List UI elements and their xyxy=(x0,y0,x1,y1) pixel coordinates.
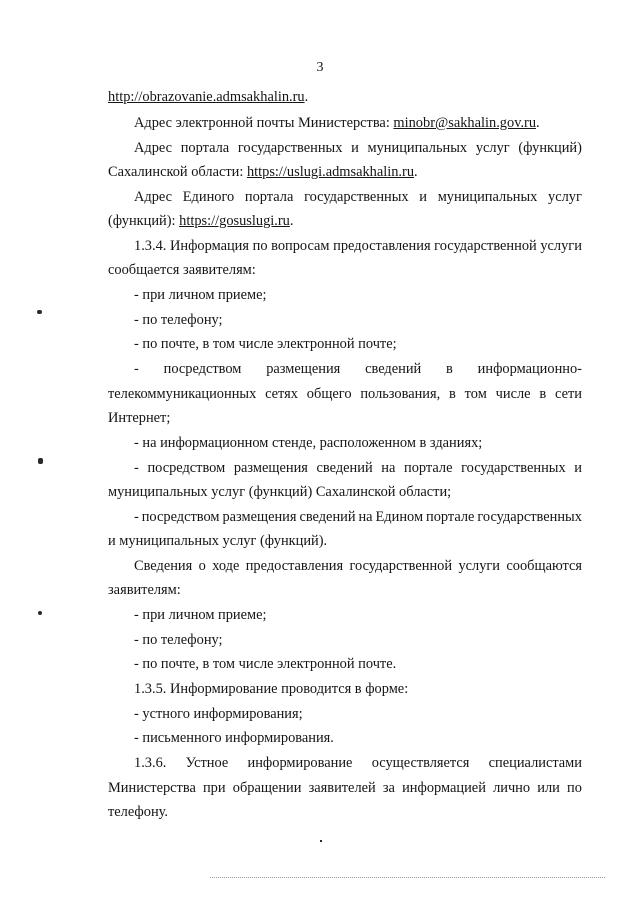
text-line: и муниципальных услуг (функций). xyxy=(108,533,328,549)
word: лично xyxy=(493,780,531,796)
word: 1.3.6. xyxy=(134,755,167,771)
word: по xyxy=(567,780,582,796)
text-line xyxy=(108,779,582,797)
scan-speck xyxy=(320,840,322,842)
word: в xyxy=(539,386,547,402)
website-link[interactable]: http://obrazovanie.admsakhalin.ru xyxy=(108,89,305,105)
word: Единого xyxy=(182,189,235,205)
word: в xyxy=(449,386,456,402)
word: размещения xyxy=(233,460,308,476)
word: и xyxy=(351,140,359,156)
word: в xyxy=(446,361,453,377)
word: специалистами xyxy=(488,755,582,771)
word: на xyxy=(358,509,373,525)
word: том xyxy=(464,386,487,402)
text-line xyxy=(108,88,308,106)
word: сети xyxy=(555,386,582,402)
text-line: заявителям: xyxy=(108,582,181,598)
text-fragment: . xyxy=(414,164,418,180)
word: осуществляется xyxy=(371,755,470,771)
word: государственной xyxy=(434,238,537,254)
word: общего xyxy=(306,386,352,402)
scan-speck xyxy=(37,310,42,314)
text-line xyxy=(134,139,582,157)
word: посредством xyxy=(163,361,242,377)
word: - xyxy=(134,361,139,377)
word: при xyxy=(202,780,226,796)
page-number: 3 xyxy=(316,60,324,75)
word: информационно- xyxy=(477,361,582,377)
word: Едином xyxy=(375,509,424,525)
word: Информация xyxy=(170,238,250,254)
text-line xyxy=(134,114,540,132)
word: 1.3.4. xyxy=(134,238,167,254)
text-fragment: (функций): xyxy=(108,213,180,229)
word: за xyxy=(382,780,395,796)
word: государственной xyxy=(349,558,453,574)
list-item: - устного информирования; xyxy=(134,706,303,722)
text-line xyxy=(134,188,582,206)
word: размещения xyxy=(222,509,297,525)
list-item: - по телефону; xyxy=(134,312,223,328)
list-item: - по телефону; xyxy=(134,632,223,648)
portal-link[interactable]: https://uslugi.admsakhalin.ru xyxy=(246,164,415,180)
scan-speck xyxy=(38,611,42,615)
word: Устное xyxy=(185,755,229,771)
word: портала xyxy=(180,140,230,156)
word: государственных xyxy=(461,460,566,476)
text-line xyxy=(134,508,582,526)
text-line: муниципальных услуг (функций) Сахалинской области; xyxy=(108,484,452,500)
word: муниципальных xyxy=(437,189,538,205)
word: услуги xyxy=(458,558,501,574)
word: посредством xyxy=(147,460,226,476)
word: заявителей xyxy=(308,780,376,796)
gosuslugi-link[interactable]: https://gosuslugi.ru xyxy=(179,213,290,229)
text-line xyxy=(134,754,582,772)
list-item: - по почте, в том числе электронной почте. xyxy=(134,656,397,672)
text-fragment: . xyxy=(536,115,540,131)
word: сообщаются xyxy=(506,558,582,574)
word: государственных xyxy=(304,189,409,205)
text-line xyxy=(134,557,582,575)
word: обращении xyxy=(232,780,302,796)
word: или xyxy=(537,780,560,796)
word: государственных xyxy=(477,509,582,525)
text-line xyxy=(108,212,294,230)
word: услуг xyxy=(548,189,582,205)
word: размещения xyxy=(266,361,341,377)
word: Адрес xyxy=(134,189,173,205)
word: услуг xyxy=(475,140,510,156)
word: предоставления xyxy=(333,238,431,254)
word: сетях xyxy=(265,386,298,402)
text-fragment: Адрес электронной почты Министерства: xyxy=(134,115,394,131)
word: о xyxy=(198,558,206,574)
word: ходе xyxy=(212,558,240,574)
word: информирование xyxy=(247,755,353,771)
word: Адрес xyxy=(134,140,173,156)
word: муниципальных xyxy=(367,140,468,156)
text-line xyxy=(108,163,418,181)
list-item: - при личном приеме; xyxy=(134,607,267,623)
text-fragment: . xyxy=(289,213,294,229)
word: пользования, xyxy=(360,386,441,402)
word: - xyxy=(134,509,139,525)
list-item: - при личном приеме; xyxy=(134,287,267,303)
text-fragment: Сахалинской области: xyxy=(108,164,247,180)
text-line: телефону. xyxy=(108,804,168,820)
list-item: - на информационном стенде, расположенном в зданиях; xyxy=(134,435,483,451)
word: - xyxy=(134,460,139,476)
word: информацией xyxy=(402,780,486,796)
word: государственных xyxy=(237,140,343,156)
text-line: сообщается заявителям: xyxy=(108,262,256,278)
word: сведений xyxy=(365,361,422,377)
word: вопросам xyxy=(271,238,330,254)
word: портале xyxy=(426,509,475,525)
text-line xyxy=(108,385,582,403)
section-heading: 1.3.5. Информирование проводится в форме: xyxy=(134,681,409,697)
word: Министерства xyxy=(108,780,196,796)
text-line: Интернет; xyxy=(108,410,171,426)
word: числе xyxy=(495,386,531,402)
word: сведений xyxy=(299,509,356,525)
text-fragment: . xyxy=(304,89,309,105)
scan-speck xyxy=(38,458,43,464)
word: портале xyxy=(404,460,453,476)
word: по xyxy=(252,238,268,254)
word: телекоммуникационных xyxy=(108,386,257,402)
word: и xyxy=(419,189,427,205)
email-link[interactable]: minobr@sakhalin.gov.ru xyxy=(393,115,537,131)
word: на xyxy=(381,460,396,476)
text-line xyxy=(134,459,582,477)
word: и xyxy=(574,460,582,476)
text-line xyxy=(134,360,582,378)
scan-footer-line xyxy=(210,877,605,878)
word: сведений xyxy=(316,460,373,476)
word: предоставления xyxy=(245,558,344,574)
list-item: - письменного информирования. xyxy=(134,730,334,746)
word: портала xyxy=(244,189,294,205)
text-line xyxy=(134,237,582,255)
list-item: - по почте, в том числе электронной почте; xyxy=(134,336,397,352)
word: (функций) xyxy=(518,140,582,156)
word: Сведения xyxy=(134,558,193,574)
word: посредством xyxy=(141,509,220,525)
word: услуги xyxy=(540,238,582,254)
